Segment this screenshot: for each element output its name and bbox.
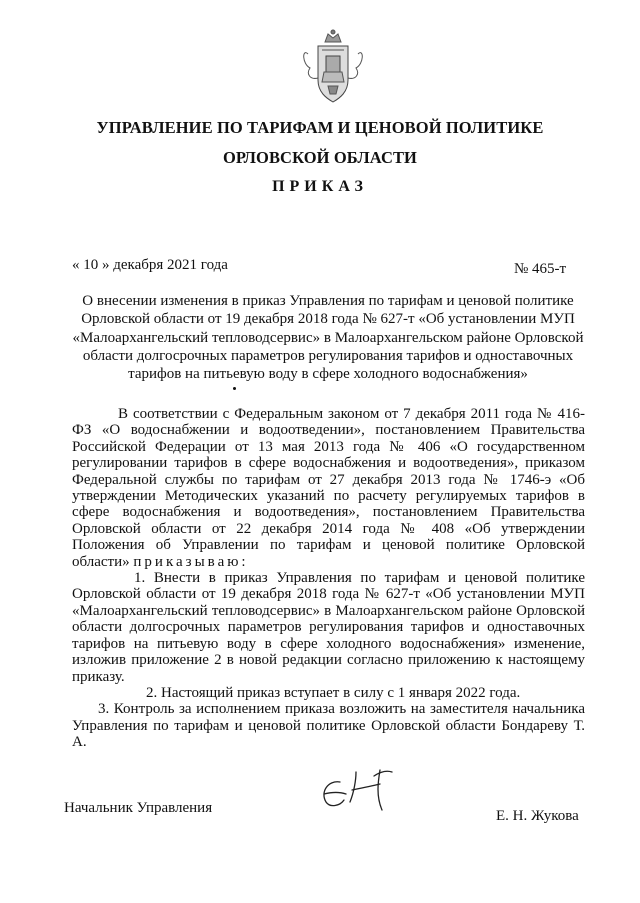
- signatory-name: Е. Н. Жукова: [496, 808, 579, 824]
- coat-of-arms-icon: [298, 28, 368, 108]
- region-title: ОРЛОВСКОЙ ОБЛАСТИ: [222, 148, 417, 167]
- decree-word: приказываю:: [133, 553, 249, 570]
- order-subject: О внесении изменения в приказ Управления по тарифам и ценовой политике Орловской области от 19 декабря 2018 года № 627-т «Об установлении МУП «Малоархангельский тепловодсервис» в Малоархангельском районе Орловской области долгосрочных параметров регулирования тарифов и одноставочных тарифов на питьевую воду в сфере холодного водоснабжения»: [72, 293, 584, 383]
- preamble-text: В соответствии с Федеральным законом от 7 декабря 2011 года № 416-ФЗ «О водоснабжении и водоотведении», постановлением Правительства Российской Федерации от 13 мая 2013 года № 406 «О государственном регулировании тарифов в сфере водоснабжения и водоотведения», приказом Федеральной службы по тарифам от 27 декабря 2013 года № 1746-э «Об утверждении Методических указаний по расчету регулируемых тарифов в сфере водоснабжения и водоотведения», постановлением Правительства Орловской области от 22 декабря 2014 года № 408 «Об утверждении Положения об Управлении по тарифам и ценовой политике Орловской области»: [72, 406, 585, 570]
- order-item-3: 3. Контроль за исполнением приказа возложить на заместителя начальника Управления по тарифам и ценовой политике Орловской области Бондареву Т. А.: [72, 701, 585, 751]
- document-type: ПРИКАЗ: [272, 178, 368, 195]
- preamble-paragraph: [72, 406, 585, 570]
- order-item-2: 2. Настоящий приказ вступает в силу с 1 января 2022 года.: [146, 684, 521, 701]
- order-date: « 10 » декабря 2021 года: [72, 257, 228, 273]
- order-number: № 465-т: [514, 261, 567, 277]
- signatory-position: Начальник Управления: [64, 800, 213, 816]
- stray-mark: [233, 387, 236, 390]
- agency-title: УПРАВЛЕНИЕ ПО ТАРИФАМ И ЦЕНОВОЙ ПОЛИТИКЕ: [96, 118, 544, 137]
- order-body: [72, 406, 585, 751]
- handwritten-signature: [310, 762, 410, 818]
- order-item-1: 1. Внести в приказ Управления по тарифам и ценовой политике Орловской области от 19 декабря 2018 года № 627-т «Об установлении МУП «Малоархангельский тепловодсервис» в Малоархангельском районе Орловской области долгосрочных параметров регулирования тарифов и одноставочных тарифов на питьевую воду в сфере холодного водоснабжения» изменение, изложив приложение 2 в новой редакции согласно приложению к настоящему приказу.: [72, 570, 585, 685]
